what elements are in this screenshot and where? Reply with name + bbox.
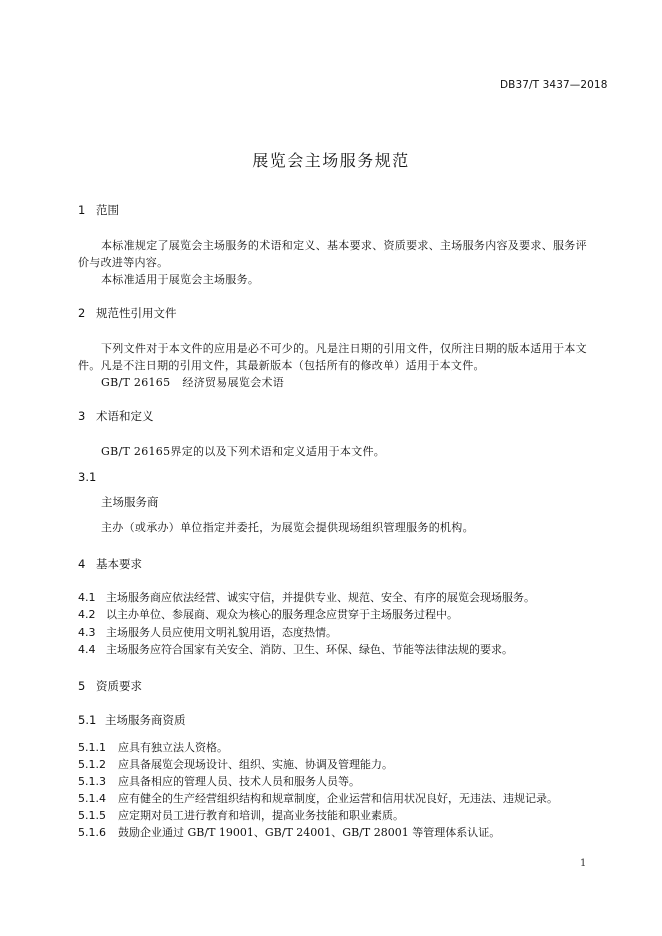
item-number: 4.2 bbox=[78, 608, 96, 621]
list-item bbox=[78, 807, 404, 823]
item-number: 5.1.4 bbox=[78, 792, 106, 805]
section-5-heading bbox=[78, 678, 142, 694]
normative-reference bbox=[101, 374, 284, 390]
list-item bbox=[78, 756, 393, 772]
subsection-heading bbox=[78, 712, 186, 728]
item-text: 应具备展览会现场设计、组织、实施、协调及管理能力。 bbox=[118, 758, 393, 771]
list-item bbox=[78, 606, 458, 622]
page-number: 1 bbox=[580, 858, 587, 869]
section-number: 5 bbox=[78, 679, 86, 693]
section-number: 3 bbox=[78, 409, 86, 423]
subsection-title: 主场服务商资质 bbox=[105, 713, 186, 727]
paragraph-line: 本标准规定了展览会主场服务的术语和定义、基本要求、资质要求、主场服务内容及要求、服务评 bbox=[101, 239, 587, 252]
item-number: 5.1.2 bbox=[78, 758, 106, 771]
item-text: 应具备相应的管理人员、技术人员和服务人员等。 bbox=[118, 775, 360, 788]
list-item bbox=[78, 589, 535, 605]
section-number: 1 bbox=[78, 203, 86, 217]
section-3-heading bbox=[78, 408, 154, 424]
item-number: 4.4 bbox=[78, 643, 96, 656]
item-number: 5.1.5 bbox=[78, 809, 106, 822]
reference-code: GB/T 26165 bbox=[101, 376, 171, 389]
section-title: 术语和定义 bbox=[96, 409, 154, 423]
section-title: 资质要求 bbox=[96, 679, 142, 693]
item-number: 4.3 bbox=[78, 626, 96, 639]
list-item bbox=[78, 739, 228, 755]
item-text: 以主办单位、参展商、观众为核心的服务理念应贯穿于主场服务过程中。 bbox=[106, 608, 458, 621]
paragraph-line: 下列文件对于本文件的应用是必不可少的。凡是注日期的引用文件，仅所注日期的版本适用于本文 bbox=[101, 342, 587, 355]
term-name: 主场服务商 bbox=[101, 495, 159, 509]
subsection-number: 5.1 bbox=[78, 713, 97, 727]
section-number: 2 bbox=[78, 306, 86, 320]
item-text: 鼓励企业通过 GB/T 19001、GB/T 24001、GB/T 28001 等管理体系认证。 bbox=[118, 826, 501, 839]
reference-title: 经济贸易展览会术语 bbox=[182, 376, 285, 389]
list-item bbox=[78, 624, 337, 640]
list-item bbox=[78, 790, 558, 806]
item-text: 主场服务人员应使用文明礼貌用语，态度热情。 bbox=[106, 626, 337, 639]
term-definition: 主办（或承办）单位指定并委托，为展览会提供现场组织管理服务的机构。 bbox=[101, 521, 474, 534]
list-item bbox=[78, 641, 513, 657]
item-number: 5.1.3 bbox=[78, 775, 106, 788]
item-text: 应有健全的生产经营组织结构和规章制度，企业运营和信用状况良好，无违法、违规记录。 bbox=[118, 792, 558, 805]
term-number: 3.1 bbox=[78, 470, 97, 484]
section-title: 基本要求 bbox=[96, 557, 142, 571]
item-text: 主场服务应符合国家有关安全、消防、卫生、环保、绿色、节能等法律法规的要求。 bbox=[106, 643, 513, 656]
section-number: 4 bbox=[78, 557, 86, 571]
paragraph-line: 价与改进等内容。 bbox=[78, 256, 169, 269]
section-4-heading bbox=[78, 556, 142, 572]
item-text: 主场服务商应依法经营、诚实守信，并提供专业、规范、安全、有序的展览会现场服务。 bbox=[106, 591, 535, 604]
list-item bbox=[78, 824, 500, 840]
section-1-heading bbox=[78, 202, 119, 218]
standard-number: DB37/T 3437—2018 bbox=[500, 79, 608, 91]
item-number: 5.1.6 bbox=[78, 826, 106, 839]
list-item bbox=[78, 773, 360, 789]
paragraph-line: 件。凡是不注日期的引用文件，其最新版本（包括所有的修改单）适用于本文件。 bbox=[78, 359, 485, 372]
item-text: 应定期对员工进行教育和培训，提高业务技能和职业素质。 bbox=[118, 809, 404, 822]
item-text: 应具有独立法人资格。 bbox=[118, 741, 228, 754]
section-2-heading bbox=[78, 305, 177, 321]
section-title: 范围 bbox=[96, 203, 119, 217]
page-title: 展览会主场服务规范 bbox=[252, 151, 410, 170]
paragraph-line: GB/T 26165界定的以及下列术语和定义适用于本文件。 bbox=[101, 445, 386, 458]
section-title: 规范性引用文件 bbox=[96, 306, 177, 320]
item-number: 4.1 bbox=[78, 591, 96, 604]
item-number: 5.1.1 bbox=[78, 741, 106, 754]
paragraph-line: 本标准适用于展览会主场服务。 bbox=[101, 273, 260, 286]
